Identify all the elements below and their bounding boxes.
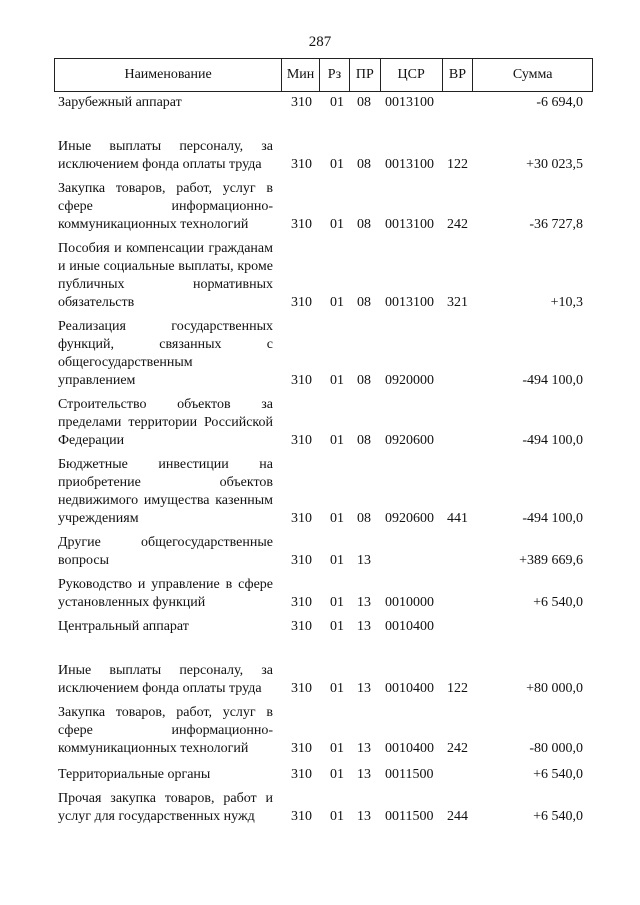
row-vr: 244 [447,809,468,824]
header-sum: Сумма [512,67,553,82]
table-row [0,534,640,570]
header-pr: ПР [350,59,381,91]
row-rz: 01 [330,809,344,824]
row-rz: 01 [330,217,344,232]
row-pr: 08 [357,95,371,110]
row-sum: +80 000,0 [526,681,583,696]
table-row [0,180,640,234]
row-min: 310 [291,595,312,610]
row-pr: 08 [357,373,371,388]
row-name: Руководство и управление в сфере установленных функций [58,577,273,610]
row-rz: 01 [330,595,344,610]
row-rz: 01 [330,741,344,756]
row-csr: 0010000 [385,595,434,610]
row-rz: 01 [330,619,344,634]
table-row [0,456,640,528]
row-pr: 13 [357,809,371,824]
row-vr: 122 [447,157,468,172]
row-vr: 321 [447,295,468,310]
row-sum: -80 000,0 [529,741,583,756]
row-sum: +6 540,0 [533,595,583,610]
row-name: Бюджетные инвестиции на приобретение объектов недвижимого имущества казенным учреждениям [58,457,273,526]
row-name: Зарубежный аппарат [58,95,182,110]
row-pr: 08 [357,217,371,232]
row-pr: 13 [357,619,371,634]
row-rz: 01 [330,157,344,172]
row-name: Строительство объектов за пределами территории Российской Федерации [58,397,273,448]
row-rz: 01 [330,373,344,388]
row-pr: 08 [357,433,371,448]
table-row [0,240,640,312]
table-row [0,92,640,112]
row-sum: +389 669,6 [519,553,583,568]
row-min: 310 [291,433,312,448]
row-name: Закупка товаров, работ, услуг в сфере информационно-коммуникационных технологий [58,705,273,756]
row-min: 310 [291,619,312,634]
table-row [0,618,640,636]
row-csr: 0920600 [385,433,434,448]
page-number: 287 [308,34,332,50]
row-csr: 0013100 [385,157,434,172]
row-sum: -6 694,0 [536,95,583,110]
row-sum: -36 727,8 [529,217,583,232]
row-name: Прочая закупка товаров, работ и услуг для государственных нужд [58,791,273,824]
row-min: 310 [291,295,312,310]
row-min: 310 [291,809,312,824]
row-pr: 13 [357,767,371,782]
row-csr: 0010400 [385,741,434,756]
table-row [0,396,640,450]
row-csr: 0920000 [385,373,434,388]
table-row [0,576,640,612]
row-rz: 01 [330,433,344,448]
row-min: 310 [291,95,312,110]
row-name: Центральный аппарат [58,619,189,634]
row-vr: 242 [447,741,468,756]
table-header [54,58,593,92]
row-min: 310 [291,741,312,756]
row-pr: 08 [357,295,371,310]
table-row [0,318,640,390]
table-row [0,764,640,784]
row-min: 310 [291,157,312,172]
table-row [0,118,640,174]
row-sum: -494 100,0 [522,511,583,526]
row-csr: 0011500 [385,767,434,782]
row-pr: 08 [357,157,371,172]
row-min: 310 [291,373,312,388]
row-pr: 08 [357,511,371,526]
row-csr: 0013100 [385,295,434,310]
row-min: 310 [291,217,312,232]
row-name: Закупка товаров, работ, услуг в сфере информационно-коммуникационных технологий [58,181,273,232]
row-sum: +6 540,0 [533,809,583,824]
row-name: Иные выплаты персоналу, за исключением фонда оплаты труда [58,663,273,696]
row-rz: 01 [330,681,344,696]
row-sum: +10,3 [550,295,583,310]
row-sum: -494 100,0 [522,373,583,388]
row-name: Территориальные органы [58,767,211,782]
row-vr: 441 [447,511,468,526]
row-pr: 13 [357,681,371,696]
table-row [0,642,640,698]
row-name: Пособия и компенсации гражданам и иные социальные выплаты, кроме публичных нормативных обязательств [58,241,273,310]
table-row [0,704,640,758]
row-pr: 13 [357,553,371,568]
row-csr: 0920600 [385,511,434,526]
row-min: 310 [291,767,312,782]
row-csr: 0011500 [385,809,434,824]
row-rz: 01 [330,95,344,110]
row-rz: 01 [330,295,344,310]
header-min: Мин [282,59,320,91]
header-csr: ЦСР [381,59,443,91]
row-pr: 13 [357,741,371,756]
row-sum: +6 540,0 [533,767,583,782]
table-row [0,790,640,826]
header-rz: Рз [320,59,350,91]
row-rz: 01 [330,767,344,782]
row-sum: -494 100,0 [522,433,583,448]
row-min: 310 [291,553,312,568]
row-pr: 13 [357,595,371,610]
row-min: 310 [291,511,312,526]
row-sum: +30 023,5 [526,157,583,172]
row-rz: 01 [330,553,344,568]
row-csr: 0010400 [385,681,434,696]
row-vr: 242 [447,217,468,232]
header-name: Наименование [55,59,282,91]
header-vr: ВР [443,59,474,91]
row-name: Иные выплаты персоналу, за исключением фонда оплаты труда [58,139,273,172]
row-csr: 0013100 [385,217,434,232]
row-min: 310 [291,681,312,696]
row-name: Другие общегосударственные вопросы [58,535,273,568]
row-vr: 122 [447,681,468,696]
row-rz: 01 [330,511,344,526]
row-name: Реализация государственных функций, связанных с общегосударственным управлением [58,319,273,388]
row-csr: 0010400 [385,619,434,634]
row-csr: 0013100 [385,95,434,110]
